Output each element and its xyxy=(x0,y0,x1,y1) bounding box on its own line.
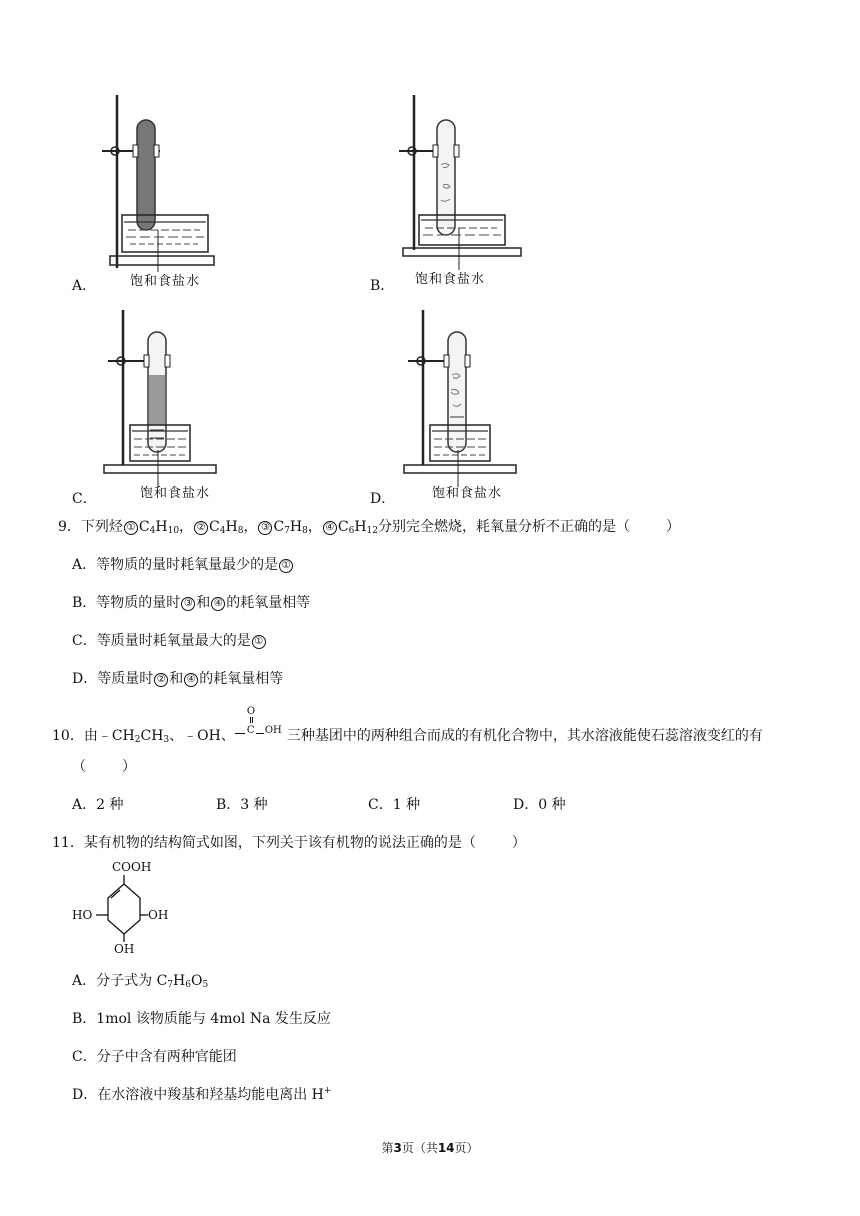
footer-total-pages: 14 xyxy=(437,1141,455,1155)
figure-c-letter: C． xyxy=(72,491,97,507)
q10-stem-b: CH xyxy=(140,728,164,744)
footer-suffix: 页） xyxy=(454,1141,479,1155)
figure-d xyxy=(400,305,520,490)
q11-option-a-sub2: 6 xyxy=(185,980,191,990)
q11-option-b[interactable] xyxy=(72,1008,331,1028)
figure-a xyxy=(100,90,220,290)
q9-option-b-letter: B． xyxy=(72,595,97,611)
structure-cooh-label: COOH xyxy=(112,860,152,874)
q9-formula-4: $C_6H_{12}$ xyxy=(337,519,378,536)
apparatus-b-drawing xyxy=(397,90,527,290)
footer-page-number: 3 xyxy=(393,1141,402,1155)
q9-mark-1: ① xyxy=(124,521,138,535)
q10-option-c[interactable] xyxy=(368,794,420,814)
q9-option-b-mark2: ④ xyxy=(211,597,225,611)
q9-option-a-letter: A． xyxy=(72,557,97,573)
q10-option-c-text: 1 种 xyxy=(392,797,421,813)
question-10-stem: 10．由$﹣CH_2CH_3$、﹣OH、 O C OH 三种基团中的两种组合而成的有机化合物中，其水溶液能使石蕊溶液变红的有 xyxy=(52,706,763,745)
figure-b xyxy=(397,90,527,290)
q10-option-b-letter: B． xyxy=(216,797,241,813)
q9-option-b[interactable] xyxy=(72,592,310,612)
q11-option-a-letter: A． xyxy=(72,973,97,989)
q11-option-d-letter: D． xyxy=(72,1087,98,1103)
q10-option-a-letter: A． xyxy=(72,797,97,813)
q9-option-d-text1: 等质量时 xyxy=(97,671,154,687)
figure-d-letter: D． xyxy=(370,491,396,507)
structure-ho-label: HO xyxy=(72,908,93,922)
q10-stem-c: 、﹣OH、 xyxy=(169,728,235,744)
apparatus-a-drawing xyxy=(100,90,220,290)
q9-number: 9． xyxy=(58,519,81,535)
q10-number: 10． xyxy=(52,728,84,744)
figure-a-caption: 饱和食盐水 xyxy=(130,274,201,289)
q11-option-a-sub1: 7 xyxy=(167,980,174,990)
q11-option-a-sub3: 5 xyxy=(202,980,209,990)
q9-option-d-text2: 的耗氧量相等 xyxy=(199,671,284,687)
q9-mark-4: ④ xyxy=(323,521,337,535)
q9-option-b-text1: 等物质的量时 xyxy=(96,595,181,611)
footer-prefix: 第 xyxy=(381,1141,394,1155)
q10-option-a-text: 2 种 xyxy=(96,797,124,813)
q9-stem-prefix: 下列烃 xyxy=(80,519,123,535)
apparatus-c-drawing xyxy=(100,305,220,490)
q11-stem-text: 某有机物的结构简式如图，下列关于该有机物的说法正确的是（ xyxy=(83,835,476,851)
carboxyl-c-label: C xyxy=(246,725,255,736)
q11-option-d-text: 在水溶液中羧基和羟基均能电离出 H xyxy=(97,1087,324,1103)
q11-close-paren: ） xyxy=(511,835,526,851)
q11-number: 11． xyxy=(52,835,84,851)
q9-option-c-letter: C． xyxy=(72,633,97,649)
q9-option-d-mid: 和 xyxy=(169,671,184,687)
q10-stem-a: 由﹣CH xyxy=(83,728,135,744)
structure-ring xyxy=(70,858,180,958)
q10-option-b[interactable] xyxy=(216,794,268,814)
footer-middle: 页（共 xyxy=(401,1141,438,1155)
q9-option-b-mid: 和 xyxy=(196,595,211,611)
q10-paren-open: （ xyxy=(72,759,86,775)
q9-option-d-letter: D． xyxy=(72,671,98,687)
q9-option-d[interactable] xyxy=(72,668,283,688)
q10-option-b-text: 3 种 xyxy=(240,797,268,813)
q11-option-c[interactable] xyxy=(72,1046,237,1066)
q11-option-d-sup: + xyxy=(323,1086,332,1096)
q9-option-d-mark2: ④ xyxy=(184,673,198,687)
q9-formula-1: $C_4H_{10}$ xyxy=(138,519,180,536)
q9-formula-3: $C_7H_8$ xyxy=(273,519,308,536)
q9-option-c-mark: ① xyxy=(252,635,266,649)
structure-oh-bottom-label: OH xyxy=(114,942,135,956)
q9-option-a-mark: ① xyxy=(279,559,293,573)
carboxyl-o-label: O xyxy=(246,706,256,717)
q9-formula-2: $C_4H_8$ xyxy=(209,519,244,536)
q9-close-paren: ） xyxy=(665,519,680,535)
carboxyl-oh-label: OH xyxy=(264,725,282,736)
q11-option-c-text: 分子中含有两种官能团 xyxy=(96,1049,237,1065)
q10-option-d[interactable] xyxy=(513,794,566,814)
apparatus-d-drawing xyxy=(400,305,520,490)
q11-option-b-letter: B． xyxy=(72,1011,97,1027)
q10-stem-d: 三种基团中的两种组合而成的有机化合物中，其水溶液能使石蕊溶液变红的有 xyxy=(286,728,763,744)
q9-mark-2: ② xyxy=(194,521,208,535)
q9-option-a-text: 等物质的量时耗氧量最少的是 xyxy=(96,557,279,573)
q10-option-a[interactable] xyxy=(72,794,123,814)
q10-option-d-letter: D． xyxy=(513,797,539,813)
q9-sep-3: ， xyxy=(307,519,322,535)
q9-option-a[interactable] xyxy=(72,554,294,574)
page-footer xyxy=(0,1139,860,1156)
carboxyl-group-diagram xyxy=(235,706,287,742)
q11-option-a[interactable] xyxy=(72,970,208,990)
figure-a-letter: A． xyxy=(72,278,97,294)
question-9-stem xyxy=(58,516,680,536)
q10-option-c-letter: C． xyxy=(368,797,393,813)
figure-b-letter: B． xyxy=(370,278,395,294)
q9-option-b-mark1: ③ xyxy=(181,597,195,611)
figure-c-caption: 饱和食盐水 xyxy=(140,486,211,501)
q11-option-c-letter: C． xyxy=(72,1049,97,1065)
q9-stem-suffix: 分别完全燃烧，耗氧量分析不正确的是（ xyxy=(377,519,630,535)
q11-option-a-h: H xyxy=(173,973,186,989)
structure-oh-right-label: OH xyxy=(148,908,169,922)
q11-option-b-text: 1mol 该物质能与 4mol Na 发生反应 xyxy=(96,1011,331,1027)
q11-structure-diagram xyxy=(70,858,180,958)
q9-sep-1: ， xyxy=(179,519,194,535)
q11-option-d[interactable] xyxy=(72,1084,331,1104)
q10-option-d-text: 0 种 xyxy=(538,797,566,813)
figure-c xyxy=(100,305,220,490)
q9-option-b-text2: 的耗氧量相等 xyxy=(226,595,311,611)
q9-option-c[interactable] xyxy=(72,630,267,650)
figure-d-caption: 饱和食盐水 xyxy=(432,486,503,501)
q9-sep-2: ， xyxy=(243,519,258,535)
q11-option-a-o: O xyxy=(190,973,203,989)
figure-b-caption: 饱和食盐水 xyxy=(415,272,486,287)
q9-mark-3: ③ xyxy=(258,521,272,535)
q9-option-d-mark1: ② xyxy=(154,673,168,687)
question-10-paren xyxy=(72,756,136,776)
question-11-stem xyxy=(52,832,526,852)
q10-paren-close: ） xyxy=(122,759,136,775)
q11-option-a-text: 分子式为 C xyxy=(96,973,168,989)
q9-option-c-text: 等质量时耗氧量最大的是 xyxy=(96,633,251,649)
